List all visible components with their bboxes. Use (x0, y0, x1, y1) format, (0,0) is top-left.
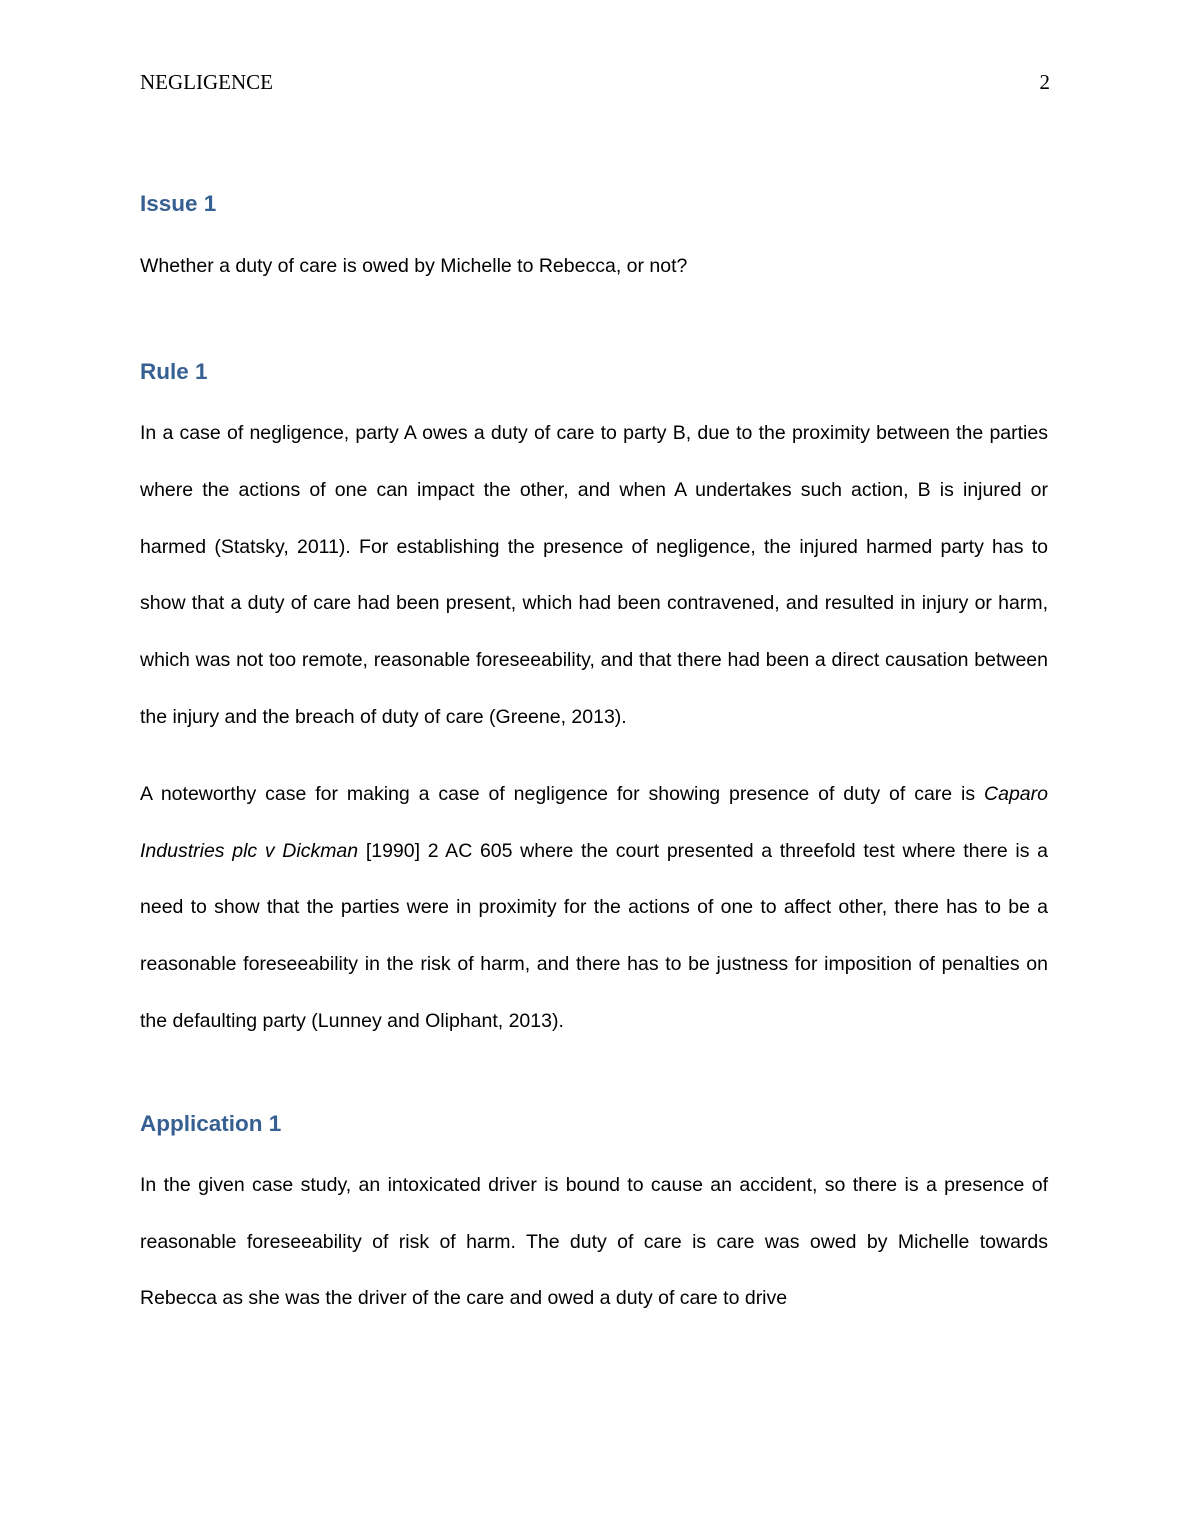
document-body (140, 186, 1048, 1327)
application-heading: Application 1 (140, 1110, 282, 1136)
running-header (140, 70, 1050, 100)
rule-paragraph-2-lead: A noteworthy case for making a case of negligence for showing presence of duty of care is (140, 782, 985, 805)
rule-paragraph-1: In a case of negligence, party A owes a duty of care to party B, due to the proximity between the parties where the actions of one can impact the other, and when A undertakes such action, B is injured or harmed (Statsky, 2011). For establishing the presence of negligence, the injured harmed party has to show that a duty of care had been present, which had been contravened, and resulted in injury or harm, which was not too remote, reasonable foreseeability, and that there had been a direct causation between the injury and the breach of duty of care (Greene, 2013). (140, 422, 1048, 728)
rule-heading: Rule 1 (140, 359, 208, 384)
issue-heading: Issue 1 (140, 191, 217, 216)
issue-section (140, 186, 1048, 285)
case-citation-name: Caparo Industries plc v Dickman (140, 782, 1048, 862)
rule-section (140, 354, 1048, 1050)
rule-paragraph-2 (140, 766, 1048, 1050)
page-number: 2 (1039, 70, 1050, 94)
application-paragraph-1: In the given case study, an intoxicated driver is bound to cause an accident, so there is a presence of reasonable foreseeability of risk of harm. The duty of care is care was owed by Michelle towards Rebecca as she was the driver of the care and owed a duty of care to drive (140, 1173, 1048, 1310)
issue-text: Whether a duty of care is owed by Michelle to Rebecca, or not? (140, 255, 688, 277)
application-section (140, 1106, 1048, 1327)
rule-paragraph-2-rest: [1990] 2 AC 605 where the court presented a threefold test where there is a need to show that the parties were in proximity for the actions of one to affect other, there has to be a reasonable foreseeability in the risk of harm, and there has to be justness for imposition of penalties on the defaulting party (Lunney and Oliphant, 2013). (140, 839, 1048, 1032)
running-title: NEGLIGENCE (140, 70, 273, 94)
